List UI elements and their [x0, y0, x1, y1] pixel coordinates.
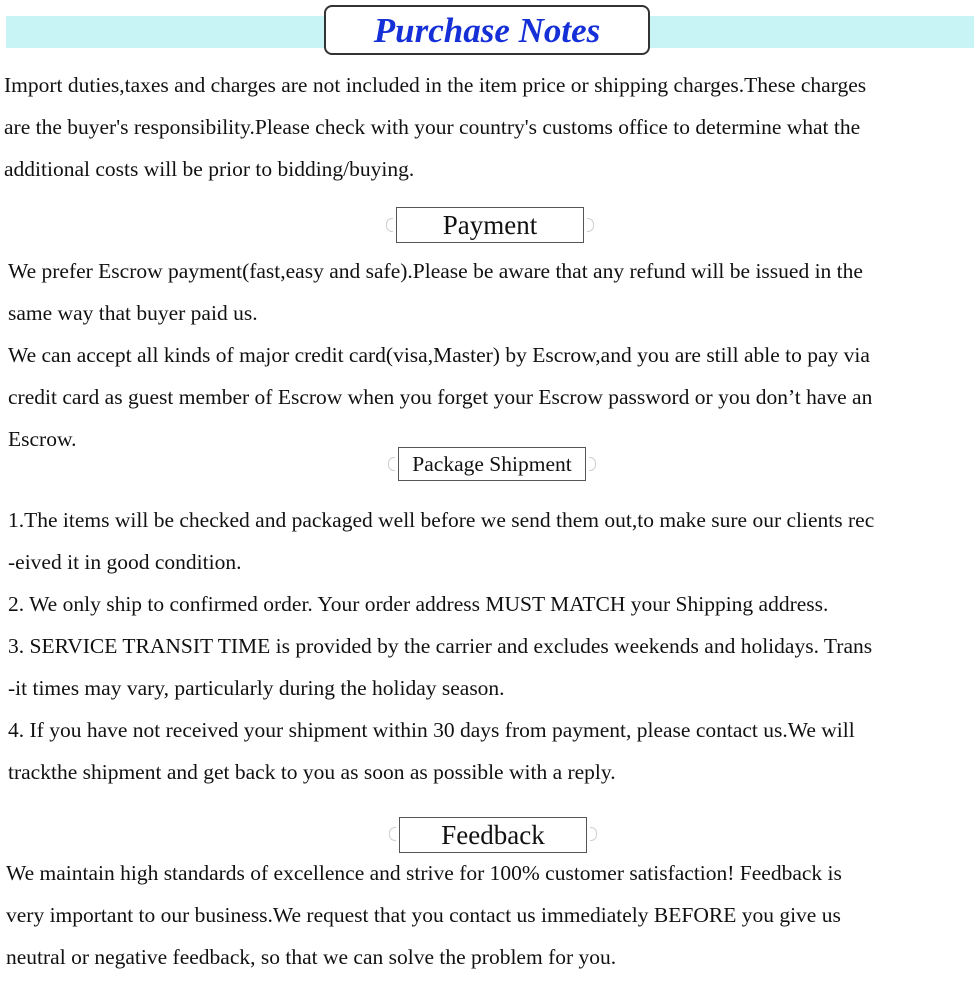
bracket-ornament-icon — [590, 827, 597, 841]
text-line: are the buyer's responsibility.Please check with your country's customs office to determine what the — [4, 115, 861, 139]
shipment-paragraph — [8, 499, 874, 793]
bracket-ornament-icon — [388, 457, 395, 471]
feedback-paragraph — [6, 852, 842, 978]
text-line: trackthe shipment and get back to you as soon as possible with a reply. — [8, 760, 616, 784]
text-line: Escrow. — [8, 427, 77, 451]
text-line: 1.The items will be checked and packaged well before we send them out,to make sure our clients rec — [8, 508, 875, 532]
text-line: 2. We only ship to confirmed order. Your order address MUST MATCH your Shipping address. — [8, 592, 829, 616]
section-heading-shipment: Package Shipment — [398, 447, 586, 481]
bracket-ornament-icon — [587, 218, 594, 232]
text-line: same way that buyer paid us. — [8, 301, 258, 325]
text-line: We maintain high standards of excellence and strive for 100% customer satisfaction! Feedback is — [6, 861, 842, 885]
text-line: -it times may vary, particularly during the holiday season. — [8, 676, 505, 700]
section-heading-feedback: Feedback — [399, 817, 587, 853]
text-line: 3. SERVICE TRANSIT TIME is provided by the carrier and excludes weekends and holidays. Trans — [8, 634, 873, 658]
text-line: very important to our business.We request that you contact us immediately BEFORE you give us — [6, 903, 841, 927]
text-line: We prefer Escrow payment(fast,easy and safe).Please be aware that any refund will be issued in the — [8, 259, 863, 283]
bracket-ornament-icon — [386, 218, 393, 232]
text-line: 4. If you have not received your shipment within 30 days from payment, please contact us.We will — [8, 718, 855, 742]
bracket-ornament-icon — [389, 827, 396, 841]
payment-paragraph — [8, 250, 872, 460]
text-line: We can accept all kinds of major credit card(visa,Master) by Escrow,and you are still able to pay via — [8, 343, 870, 367]
text-line: credit card as guest member of Escrow when you forget your Escrow password or you don’t have an — [8, 385, 873, 409]
intro-paragraph — [4, 64, 866, 190]
text-line: -eived it in good condition. — [8, 550, 242, 574]
section-heading-payment: Payment — [396, 207, 584, 243]
text-line: Import duties,taxes and charges are not included in the item price or shipping charges.These charges — [4, 73, 867, 97]
page-title: Purchase Notes — [324, 5, 650, 55]
bracket-ornament-icon — [589, 457, 596, 471]
text-line: additional costs will be prior to bidding/buying. — [4, 157, 415, 181]
text-line: neutral or negative feedback, so that we can solve the problem for you. — [6, 945, 617, 969]
